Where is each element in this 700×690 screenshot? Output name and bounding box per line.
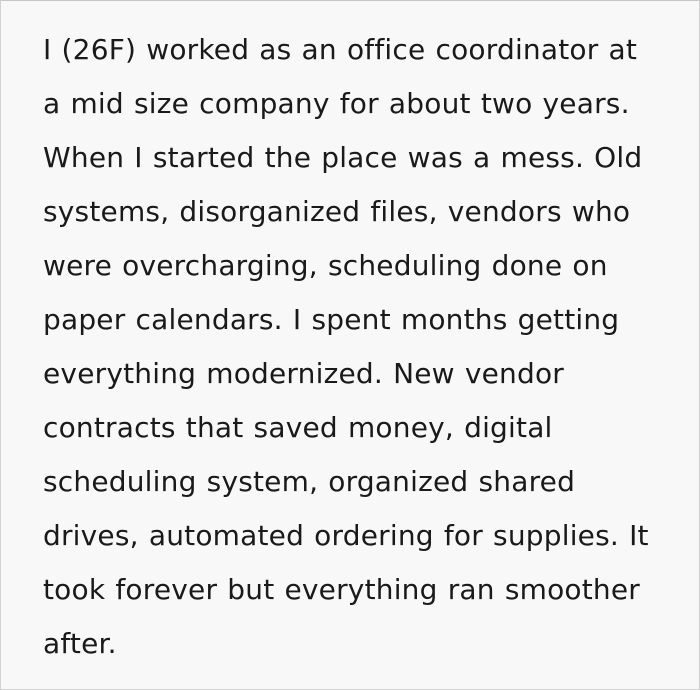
post-body-text: I (26F) worked as an office coordinator at a mid size company for about two years. When I started the place was a mess. Old systems, disorganized files, vendors who were overcharging, scheduling done on paper calendars. I spent months getting everything modernized. New vendor contracts that saved money, digital scheduling system, organized shared drives, automated ordering for supplies. It took forever but everything ran smoother after. — [43, 33, 649, 660]
